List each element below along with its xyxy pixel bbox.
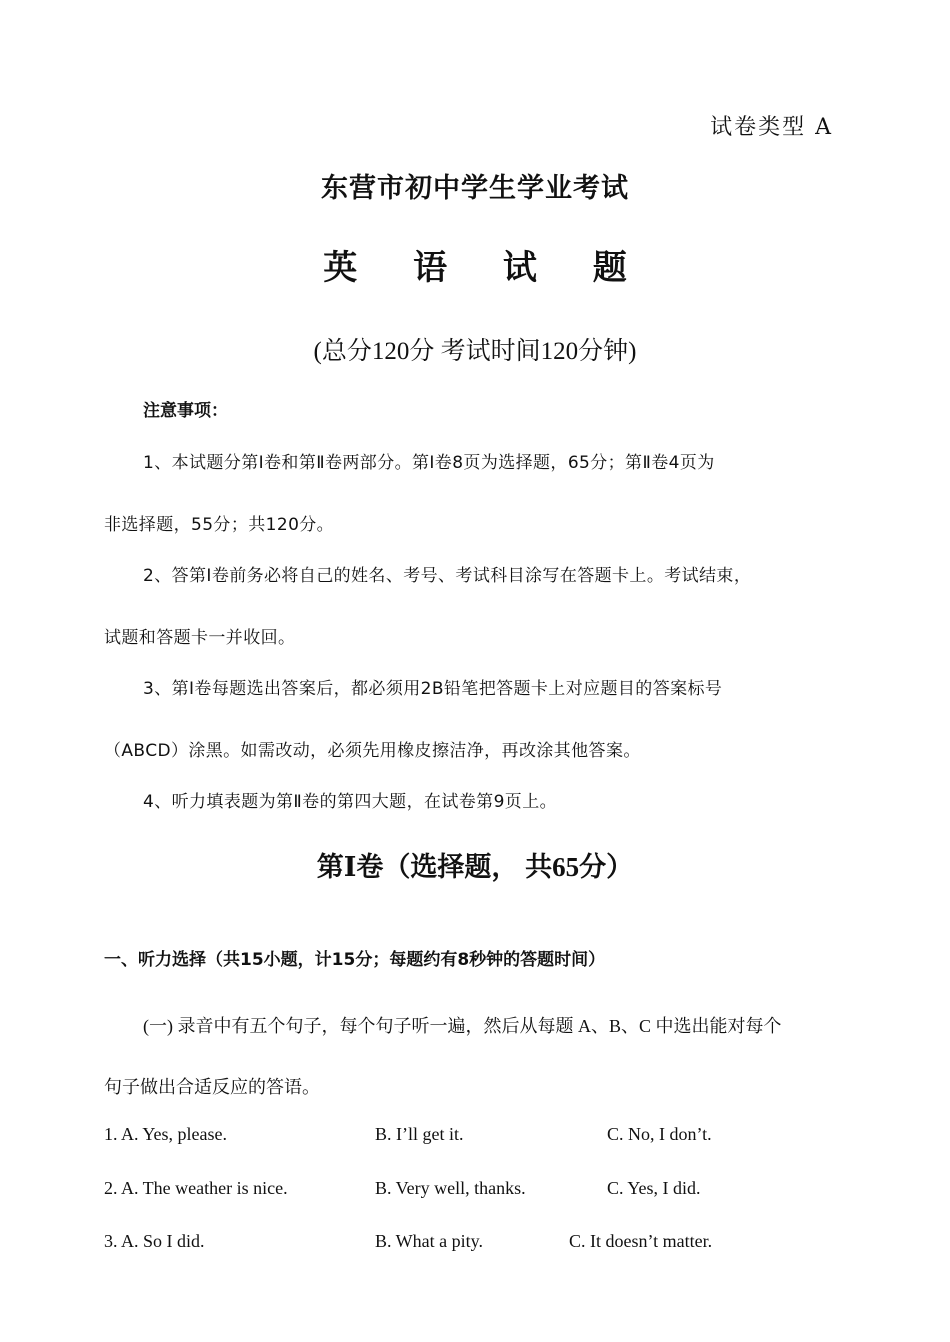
notice-item-1-line-2: 非选择题，55分；共120分。 <box>104 515 335 535</box>
notice-item-1-line-1: 1、本试题分第Ⅰ卷和第Ⅱ卷两部分。第Ⅰ卷8页为选择题，65分；第Ⅱ卷4页为 <box>143 453 715 473</box>
question-2-option-c: C. Yes, I did. <box>607 1178 701 1198</box>
notice-item-3-line-2: （ABCD）涂黑。如需改动，必须先用橡皮擦洁净，再改涂其他答案。 <box>104 741 641 761</box>
question-3-option-c: C. It doesn’t matter. <box>569 1231 713 1251</box>
notice-item-4: 4、听力填表题为第Ⅱ卷的第四大题，在试卷第9页上。 <box>143 792 557 812</box>
notice-item-3-line-1: 3、第Ⅰ卷每题选出答案后，都必须用2B铅笔把答题卡上对应题目的答案标号 <box>143 679 723 699</box>
question-3-option-a: 3. A. So I did. <box>104 1231 205 1251</box>
part-1-title: 第Ⅰ卷（选择题， 共65分） <box>316 852 634 882</box>
notice-item-2-line-1: 2、答第Ⅰ卷前务必将自己的姓名、考号、考试科目涂写在答题卡上。考试结束， <box>143 566 752 586</box>
question-1-option-a: 1. A. Yes, please. <box>104 1124 228 1144</box>
subject-title: 英 语 试 题 <box>323 248 649 288</box>
exam-organization-title: 东营市初中学生学业考试 <box>321 173 629 204</box>
question-2-option-b: B. Very well, thanks. <box>375 1178 526 1198</box>
question-3-option-b: B. What a pity. <box>375 1231 483 1251</box>
notice-item-2-line-2: 试题和答题卡一并收回。 <box>104 628 296 648</box>
notice-heading: 注意事项： <box>143 401 228 421</box>
listening-instruction-line-2: 句子做出合适反应的答语。 <box>104 1077 320 1097</box>
question-2-option-a: 2. A. The weather is nice. <box>104 1178 288 1198</box>
section-1-heading: 一、听力选择（共15小题，计15分；每题约有8秒钟的答题时间） <box>104 950 606 970</box>
listening-instruction-line-1: (一) 录音中有五个句子，每个句子听一遍，然后从每题 A、B、C 中选出能对每个 <box>143 1016 782 1036</box>
question-1-option-c: C. No, I don’t. <box>607 1124 712 1144</box>
paper-type-label: 试卷类型 A <box>710 115 833 140</box>
question-1-option-b: B. I’ll get it. <box>375 1124 464 1144</box>
score-time-info: (总分120分 考试时间120分钟) <box>313 338 637 365</box>
